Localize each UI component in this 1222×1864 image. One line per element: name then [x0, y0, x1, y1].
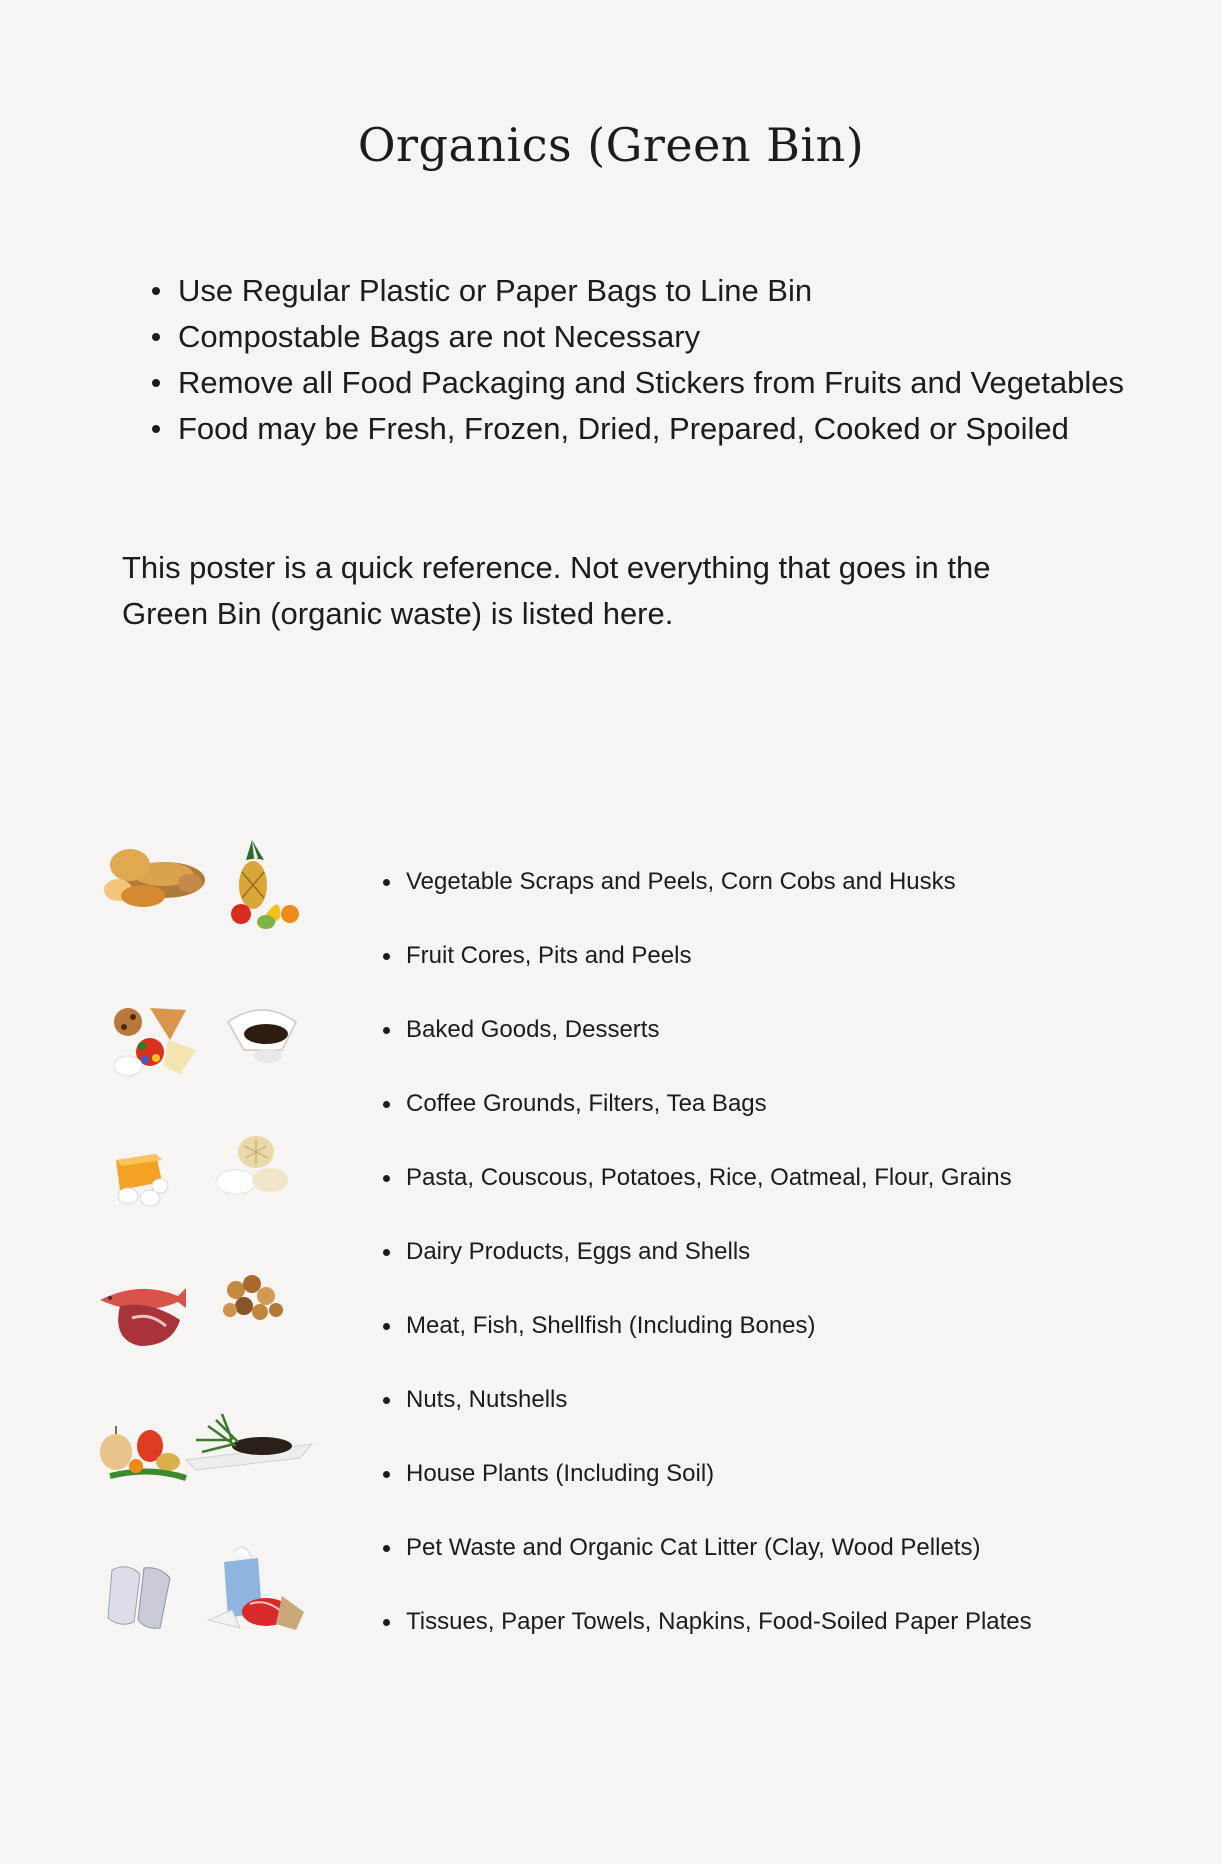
coffee-filter-icon: [228, 1010, 296, 1063]
item-vegetable-scraps: Vegetable Scraps and Peels, Corn Cobs and Husks: [406, 862, 1186, 936]
item-house-plants: House Plants (Including Soil): [406, 1454, 1186, 1528]
rule-line-bin: Use Regular Plastic or Paper Bags to Line Bin: [178, 268, 1138, 314]
item-pasta-grains: Pasta, Couscous, Potatoes, Rice, Oatmeal, Flour, Grains: [406, 1158, 1186, 1232]
item-fruit-cores: Fruit Cores, Pits and Peels: [406, 936, 1186, 1010]
intro-note: This poster is a quick reference. Not everything that goes in the Green Bin (organic waste) is listed here.: [122, 550, 991, 631]
cheese-eggs-icon: [116, 1154, 168, 1206]
item-meat-fish: Meat, Fish, Shellfish (Including Bones): [406, 1306, 1186, 1380]
rules-list: [150, 268, 1138, 452]
desserts-icon: [114, 1008, 196, 1076]
bread-basket-icon: [104, 849, 205, 907]
item-tissues: Tissues, Paper Towels, Napkins, Food-Soiled Paper Plates: [406, 1602, 1186, 1676]
house-plant-soil-icon: [186, 1414, 312, 1470]
pet-pads-icon: [108, 1567, 170, 1629]
vegetables-icon: [100, 1426, 186, 1478]
item-dairy-eggs: Dairy Products, Eggs and Shells: [406, 1232, 1186, 1306]
tissues-icon: [208, 1547, 304, 1630]
pineapple-fruit-icon: [231, 840, 299, 929]
rule-food-condition: Food may be Fresh, Frozen, Dried, Prepared, Cooked or Spoiled: [178, 406, 1138, 452]
item-pet-waste: Pet Waste and Organic Cat Litter (Clay, Wood Pellets): [406, 1528, 1186, 1602]
meat-fish-icon: [100, 1288, 186, 1346]
nuts-icon: [223, 1275, 283, 1320]
item-baked-goods: Baked Goods, Desserts: [406, 1010, 1186, 1084]
rule-remove-packaging: Remove all Food Packaging and Stickers from Fruits and Vegetables: [178, 360, 1138, 406]
item-nuts: Nuts, Nutshells: [406, 1380, 1186, 1454]
page-title: Organics (Green Bin): [357, 118, 865, 172]
item-coffee-grounds: Coffee Grounds, Filters, Tea Bags: [406, 1084, 1186, 1158]
grains-flour-icon: [216, 1136, 288, 1194]
accepted-items-list: [406, 862, 1186, 1676]
rule-compostable-bags: Compostable Bags are not Necessary: [178, 314, 1138, 360]
